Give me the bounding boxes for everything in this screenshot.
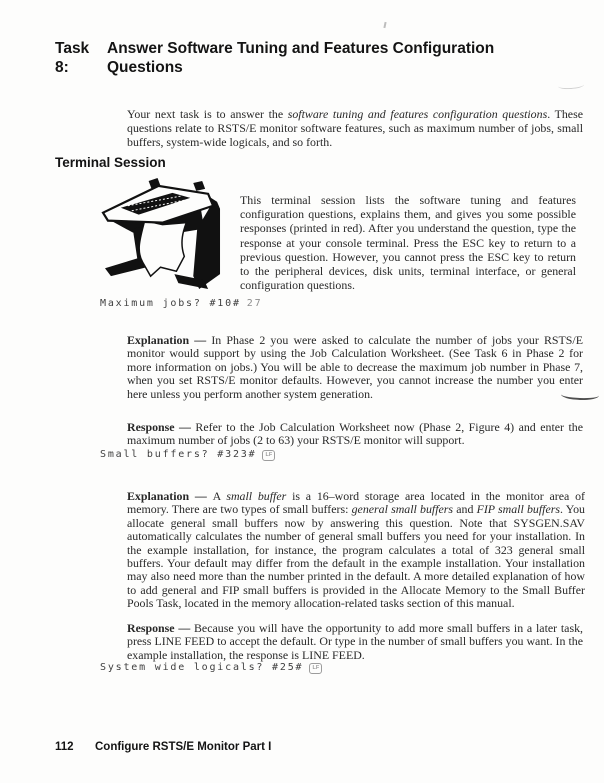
page-footer: [55, 741, 271, 753]
explanation-max-jobs: Explanation — In Phase 2 you were asked to calculate the number of jobs your RSTS/E monitor would support by using the Job Calculation Worksheet. (See Task 6 in Phase 2 for more information on jobs.) You will be able to decrease the maximum job number in Phase 7, when you set RSTS/E monitor defaults. However, you cannot increase the number you enter here unless you perform another system generation.: [127, 332, 583, 401]
terminal-session-heading: Terminal Session: [55, 155, 166, 170]
line-feed-key-icon: LF: [309, 663, 322, 674]
terminal-prompt-small-buffers: [100, 449, 275, 461]
task-title-line2: Questions: [107, 59, 183, 76]
response-small-buffers: Response — Because you will have the opportunity to add more small buffers in a later task, press LINE FEED to accept the default. Or type in the number of small buffers you want. In the example installation, the response is LINE FEED.: [127, 620, 583, 662]
line-feed-key-icon: LF: [262, 450, 275, 461]
task-title-line1: Answer Software Tuning and Features Configuration: [107, 40, 495, 57]
response-max-jobs: Response — Refer to the Job Calculation Worksheet now (Phase 2, Figure 4) and enter the maximum number of jobs (2 to 63) your RSTS/E monitor will support.: [127, 419, 584, 448]
prompt-response: 27: [246, 298, 263, 309]
terminal-prompt-system-wide-logicals: [100, 662, 322, 674]
footer-chapter-title: Configure RSTS/E Monitor Part I: [95, 741, 272, 753]
task-heading: [55, 39, 547, 77]
intro-paragraph: Your next task is to answer the software tuning and features configuration questions. These questions relate to RSTS/E monitor software features, such as maximum number of jobs, small buffers, system-wide logicals, and so forth.: [127, 106, 583, 150]
margin-pencil-mark: [558, 81, 584, 90]
explanation-small-buffers: Explanation — A small buffer is a 16–word storage area located in the monitor area of memory. There are two types of small buffers: general small buffers and FIP small buffers. You allocate general small buffers now by answering this question. Note that SYSGEN.SAV automatically calculates the number of general small buffers you need for your installation. In the example installation, for instance, the program calculates a total of 323 general small buffers. Your default may differ from the default in the example installation. Your installation may also need more than the number printed in the default. A more detailed explanation of how to add general and FIP small buffers is provided in the Allocate Memory to the Small Buffer Pools Task, located in the memory allocation-related tasks section of this manual.: [127, 488, 585, 611]
prompt-text: Maximum jobs? #10#: [100, 298, 241, 309]
page-number: 112: [55, 741, 74, 753]
terminal-prompt-maximum-jobs: [100, 298, 262, 309]
task-title: [107, 39, 547, 77]
terminal-session-description: This terminal session lists the software tuning and features configuration questions, explains them, and gives you some possible responses (printed in red). After you understand the question, type the response at your console terminal. Press the ESC key to return to a previous question. However, you cannot press the ESC key to return to the peripheral devices, disk units, terminal interface, or general configuration questions.: [240, 192, 576, 293]
scan-artifact-mark: [383, 22, 386, 28]
prompt-text: Small buffers? #323#: [100, 449, 257, 460]
prompt-text: System wide logicals? #25#: [100, 662, 304, 673]
console-terminal-icon: [101, 177, 225, 296]
task-number-label: Task 8:: [55, 40, 90, 76]
